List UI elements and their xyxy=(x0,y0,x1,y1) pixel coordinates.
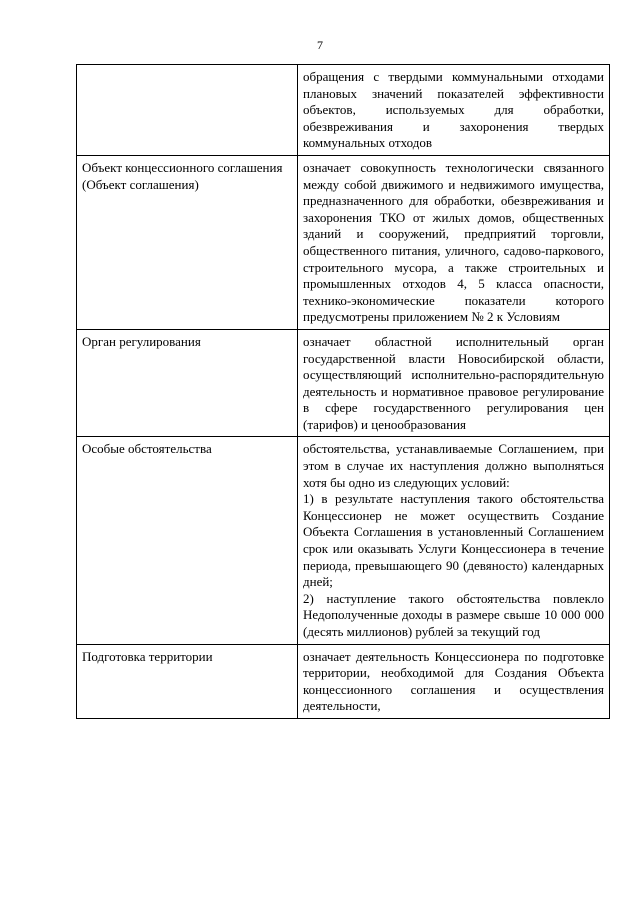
definition-text: означает деятельность Концессионера по подготовке территории, необходимой для Создания Объекта концессионного соглашения и осуществления деятельности, xyxy=(303,648,604,714)
definition-condition-2: 2) наступление такого обстоятельства повлекло Недополученные доходы в размере свыше 10 000 000 (десять миллионов) рублей за текущий год xyxy=(303,590,604,639)
definition-text: обращения с твердыми коммунальными отходами плановых значений показателей эффективности объектов, используемых для обработки, обезвреживания и захоронения твердых коммунальных отходов xyxy=(303,69,604,151)
term-cell: Подготовка территории xyxy=(77,644,298,718)
definition-text: означает областной исполнительный орган государственной власти Новосибирской области, осуществляющий исполнительно-распорядительную деятельность и нормативное правовое регулирование в сфере государственного регулирования цен (тарифов) и ценообразования xyxy=(303,333,604,432)
definition-cell xyxy=(298,644,610,718)
term-cell xyxy=(77,65,298,156)
definition-text: означает совокупность технологически связанного между собой движимого и недвижимого имущества, предназначенного для обработки, обезвреживания и захоронения ТКО от жилых домов, общественных зданий и сооружений, предприятий торговли, общественного питания, уличного, садово-паркового, строительного мусора, а также строительных и промышленных отходов 4, 5 класса опасности, технико-экономические показатели которого предусмотрены приложением № 2 к Условиям xyxy=(303,159,604,325)
definition-cell xyxy=(298,437,610,644)
table-row xyxy=(77,644,610,718)
term-cell: Особые обстоятельства xyxy=(77,437,298,644)
definition-cell xyxy=(298,329,610,437)
definition-text: обстоятельства, устанавливаемые Соглашением, при этом в случае их наступления должно выполняться хотя бы одно из следующих условий: xyxy=(303,441,604,490)
term-cell: Объект концессионного соглашения (Объект соглашения) xyxy=(77,155,298,329)
table-row xyxy=(77,437,610,644)
definitions-table xyxy=(76,64,610,719)
definition-cell xyxy=(298,155,610,329)
table-row xyxy=(77,329,610,437)
page-number: 7 xyxy=(317,38,323,52)
definition-condition-1: 1) в результате наступления такого обстоятельства Концессионер не может осуществить Создание Объекта Соглашения в установленный Соглашением срок или оказывать Услуги Концессионера в течение периода, превышающего 90 (девяносто) календарных дней; xyxy=(303,491,604,590)
table-row xyxy=(77,65,610,156)
term-cell: Орган регулирования xyxy=(77,329,298,437)
definition-cell xyxy=(298,65,610,156)
table-row xyxy=(77,155,610,329)
